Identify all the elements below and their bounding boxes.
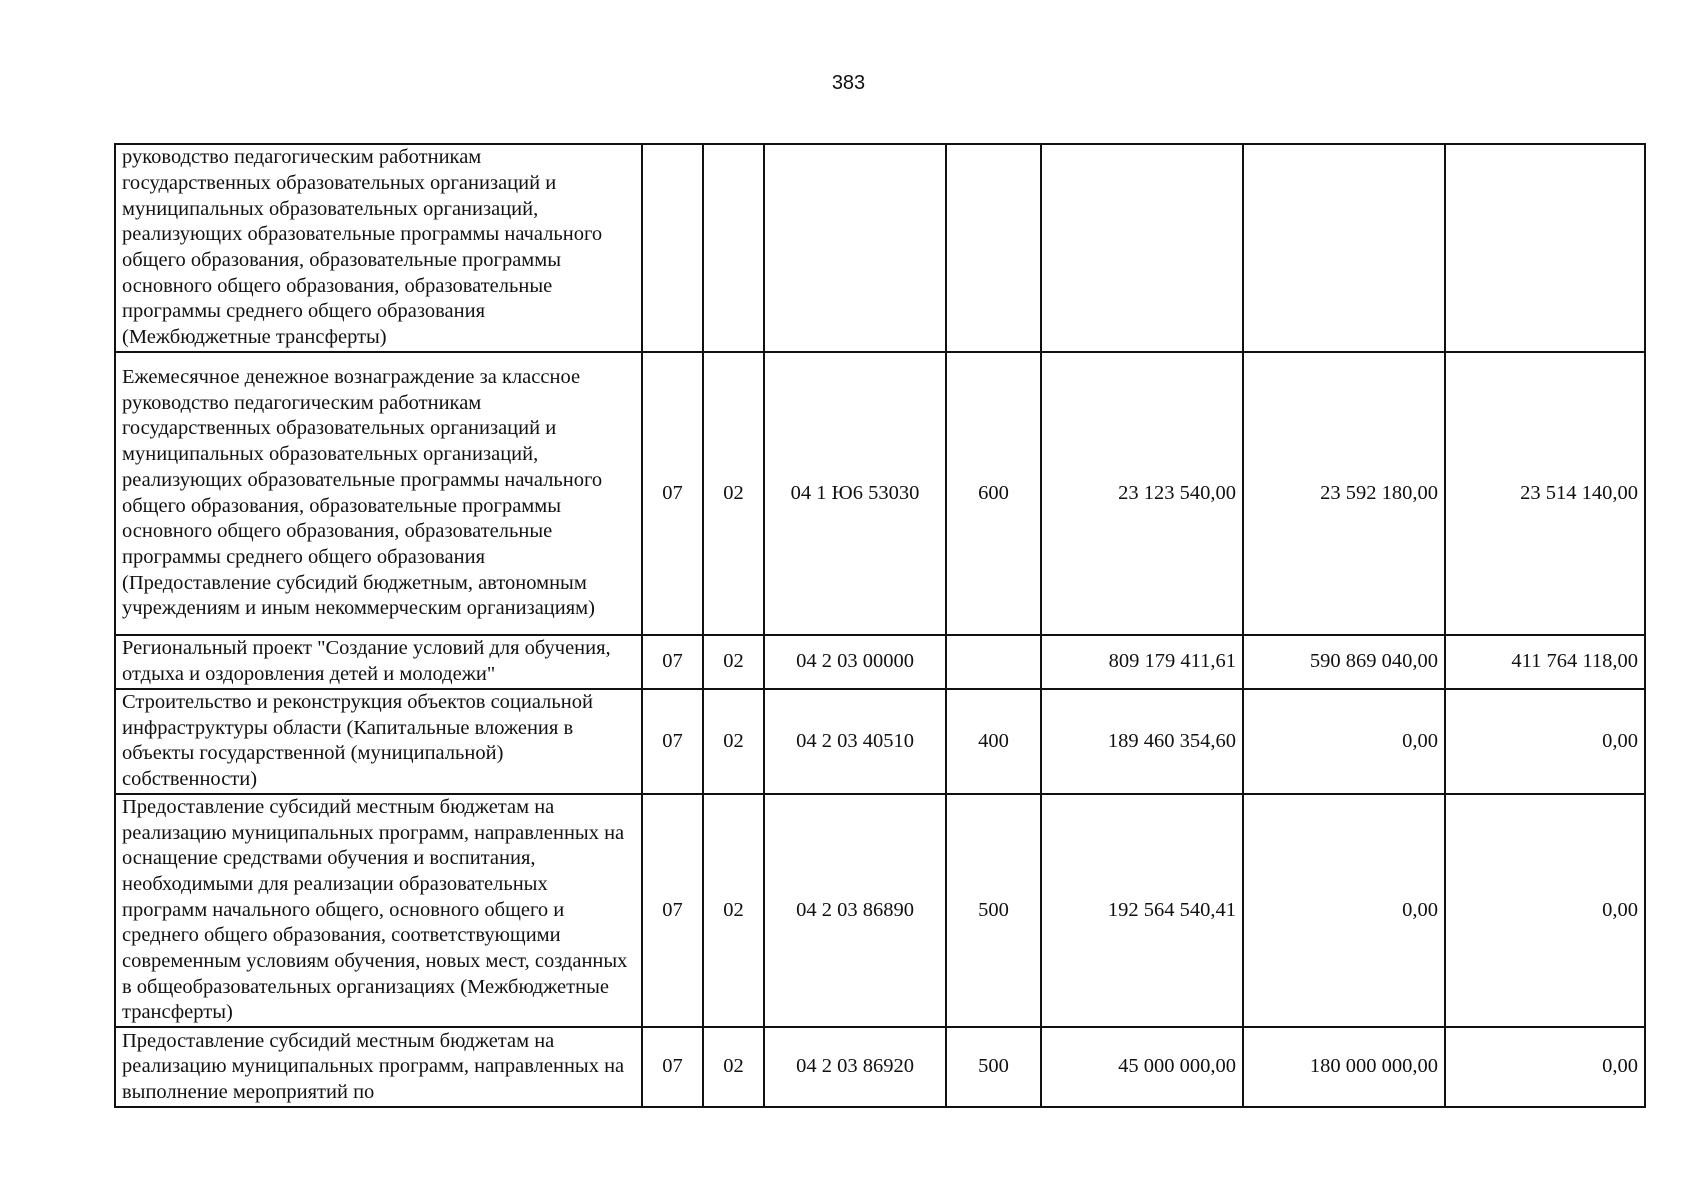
row-amount-2 — [1243, 144, 1445, 352]
row-expense-type: 500 — [946, 794, 1041, 1027]
table-row — [115, 144, 1645, 352]
row-section: 07 — [642, 1027, 703, 1107]
row-description: руководство педагогическим работникам государственных образовательных организаций и муниципальных образовательных организаций, реализующих образовательные программы начального общего образования, образовательные программы основного общего образования, образовательные программы среднего общего образования (Межбюджетные трансферты) — [115, 144, 642, 352]
row-amount-2: 180 000 000,00 — [1243, 1027, 1445, 1107]
row-section: 07 — [642, 635, 703, 689]
row-amount-3: 0,00 — [1445, 689, 1645, 794]
row-amount-2: 0,00 — [1243, 794, 1445, 1027]
row-amount-3 — [1445, 144, 1645, 352]
row-subsection — [703, 144, 764, 352]
row-amount-3: 23 514 140,00 — [1445, 352, 1645, 635]
row-expense-type: 600 — [946, 352, 1041, 635]
row-section: 07 — [642, 352, 703, 635]
table-row — [115, 794, 1645, 1027]
row-expense-type: 500 — [946, 1027, 1041, 1107]
row-subsection: 02 — [703, 1027, 764, 1107]
page-number: 383 — [831, 72, 866, 94]
row-section: 07 — [642, 689, 703, 794]
row-description: Строительство и реконструкция объектов социальной инфраструктуры области (Капитальные вложения в объекты государственной (муниципальной) собственности) — [115, 689, 642, 794]
budget-table — [114, 143, 1646, 1108]
row-amount-3: 411 764 118,00 — [1445, 635, 1645, 689]
row-amount-1: 45 000 000,00 — [1041, 1027, 1243, 1107]
row-amount-3: 0,00 — [1445, 794, 1645, 1027]
row-amount-3: 0,00 — [1445, 1027, 1645, 1107]
row-amount-2: 23 592 180,00 — [1243, 352, 1445, 635]
row-amount-1: 192 564 540,41 — [1041, 794, 1243, 1027]
row-target-article — [764, 144, 946, 352]
table-row — [115, 689, 1645, 794]
row-subsection: 02 — [703, 352, 764, 635]
row-subsection: 02 — [703, 794, 764, 1027]
row-description: Ежемесячное денежное вознаграждение за классное руководство педагогическим работникам государственных образовательных организаций и муниципальных образовательных организаций, реализующих образовательные программы начального общего образования, образовательные программы основного общего образования, образовательные программы среднего общего образования (Предоставление субсидий бюджетным, автономным учреждениям и иным некоммерческим организациям) — [115, 352, 642, 635]
row-amount-1: 189 460 354,60 — [1041, 689, 1243, 794]
row-target-article: 04 2 03 86920 — [764, 1027, 946, 1107]
row-description: Предоставление субсидий местным бюджетам на реализацию муниципальных программ, направленных на выполнение мероприятий по — [115, 1027, 642, 1107]
row-subsection: 02 — [703, 689, 764, 794]
row-target-article: 04 2 03 86890 — [764, 794, 946, 1027]
row-expense-type: 400 — [946, 689, 1041, 794]
row-expense-type — [946, 635, 1041, 689]
row-subsection: 02 — [703, 635, 764, 689]
row-description: Предоставление субсидий местным бюджетам на реализацию муниципальных программ, направленных на оснащение средствами обучения и воспитания, необходимыми для реализации образовательных программ начального общего, основного общего и среднего общего образования, соответствующими современным условиям обучения, новых мест, созданных в общеобразовательных организациях (Межбюджетные трансферты) — [115, 794, 642, 1027]
row-amount-1: 23 123 540,00 — [1041, 352, 1243, 635]
table-row — [115, 1027, 1645, 1107]
row-target-article: 04 1 Ю6 53030 — [764, 352, 946, 635]
row-amount-2: 590 869 040,00 — [1243, 635, 1445, 689]
row-amount-2: 0,00 — [1243, 689, 1445, 794]
row-target-article: 04 2 03 40510 — [764, 689, 946, 794]
table-row — [115, 352, 1645, 635]
table-row — [115, 635, 1645, 689]
row-amount-1: 809 179 411,61 — [1041, 635, 1243, 689]
row-expense-type — [946, 144, 1041, 352]
row-amount-1 — [1041, 144, 1243, 352]
row-target-article: 04 2 03 00000 — [764, 635, 946, 689]
row-section: 07 — [642, 794, 703, 1027]
row-section — [642, 144, 703, 352]
row-description: Региональный проект "Создание условий для обучения, отдыха и оздоровления детей и молодежи" — [115, 635, 642, 689]
